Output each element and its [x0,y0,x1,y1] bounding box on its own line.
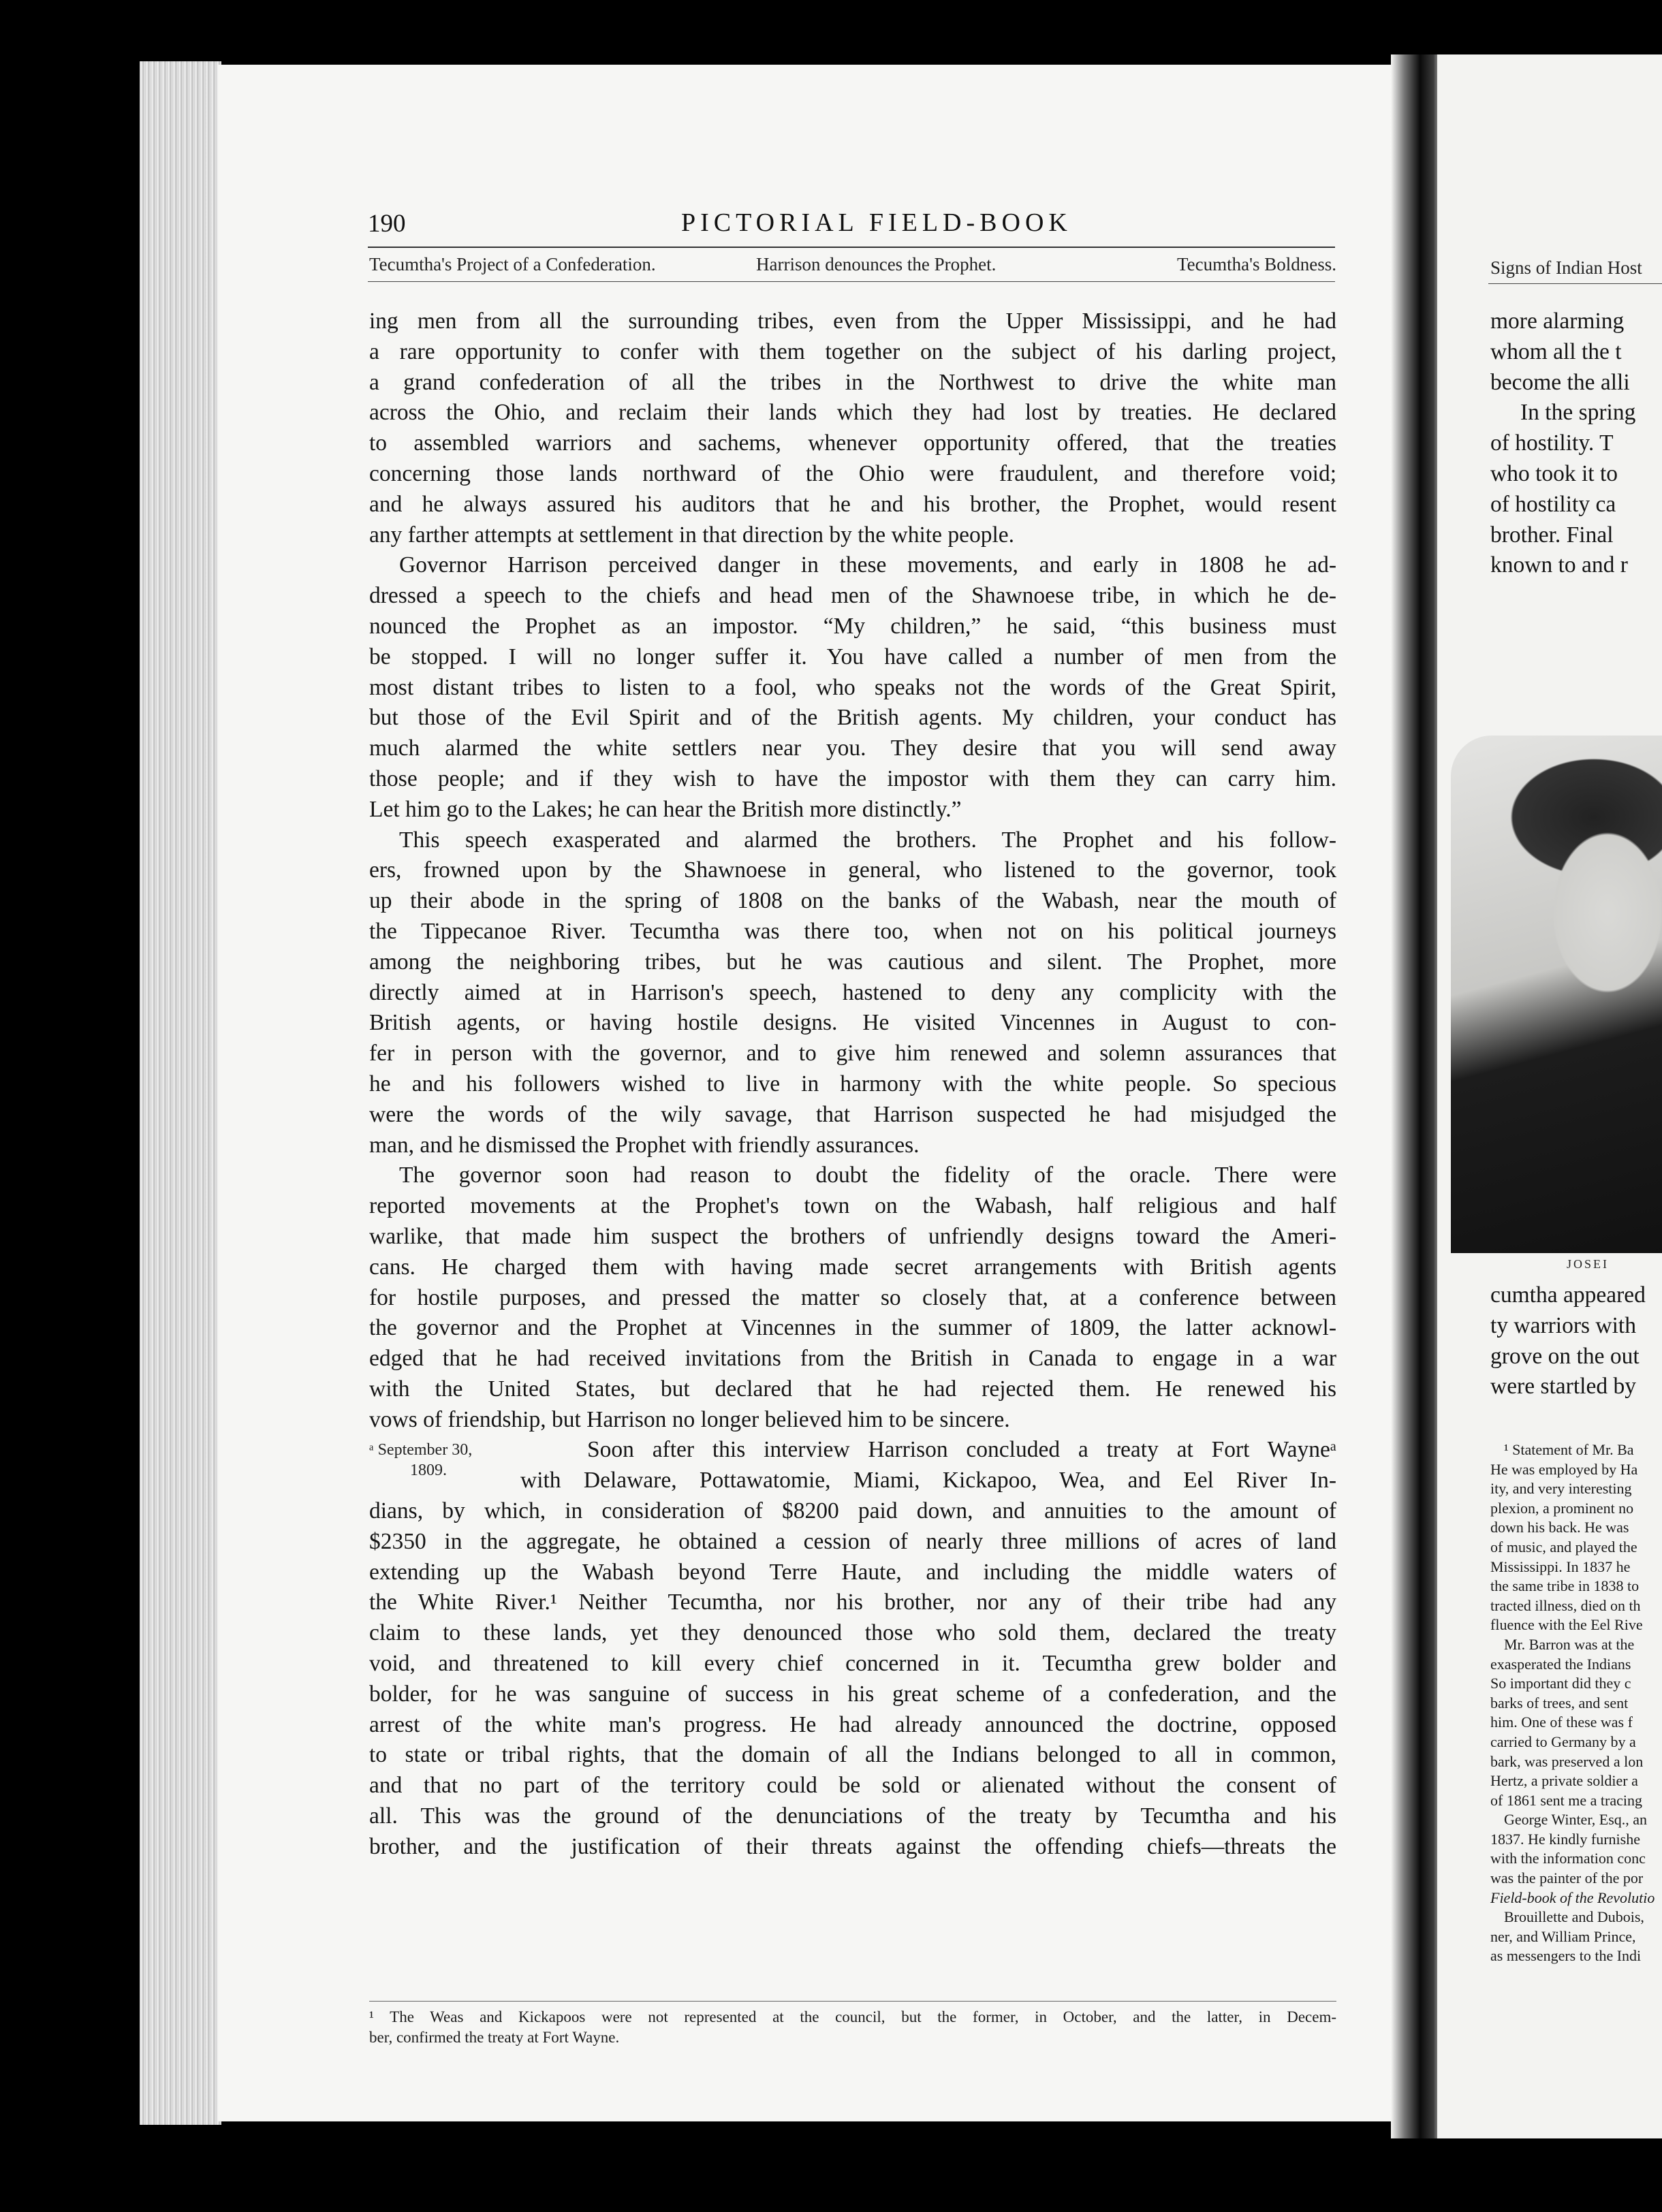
footnote-line: ¹ The Weas and Kickapoos were not represented at the council, but the former, in October, and the latter, in Decem- [369,2008,1336,2025]
text-line: extending up the Wabash beyond Terre Haute, and including the middle waters of [369,1559,1336,1585]
text-line: bolder, for he was sanguine of success in his great scheme of a confederation, and the [369,1681,1336,1707]
margin-note-line: 1809. [410,1462,447,1479]
book-gutter [1391,54,1444,2138]
note-line: of music, and played the [1490,1538,1637,1555]
text-line: Governor Harrison perceived danger in these movements, and early in 1808 he ad- [399,552,1336,578]
text-line: the governor and the Prophet at Vincennes in the summer of 1809, the latter acknowl- [369,1315,1336,1341]
text-line: nounced the Prophet as an impostor. “My children,” he said, “this business must [369,613,1336,639]
page-edges [140,61,221,2125]
margin-note-line: ᵃ September 30, [369,1441,473,1459]
note-line: Mr. Barron was at the [1504,1635,1635,1653]
portrait-engraving [1451,736,1662,1253]
note-line: down his back. He was [1490,1519,1629,1536]
note-line: bark, was preserved a lon [1490,1752,1644,1770]
text-line: the White River.¹ Neither Tecumtha, nor his brother, nor any of their tribe had any [369,1590,1336,1615]
portrait-caption: JOSEI [1567,1257,1610,1271]
note-line: Mississippi. In 1837 he [1490,1558,1631,1575]
text-line: edged that he had received invitations from the British in Canada to engage in a war [369,1346,1336,1372]
note-line: So important did they c [1490,1675,1631,1692]
text-line: man, and he dismissed the Prophet with friendly assurances. [369,1132,920,1158]
text-line: become the alli [1490,369,1630,395]
note-line: with the information conc [1490,1850,1646,1867]
text-line: $2350 in the aggregate, he obtained a cession of nearly three millions of acres of land [369,1528,1336,1554]
subhead-right: Tecumtha's Boldness. [1177,254,1336,274]
note-line: exasperated the Indians [1490,1655,1631,1673]
note-line: He was employed by Ha [1490,1460,1638,1478]
text-line: dressed a speech to the chiefs and head men of the Shawnoese tribe, in which he de- [369,583,1336,609]
text-line: In the spring [1520,400,1636,426]
subhead-center: Harrison denounces the Prophet. [756,254,997,274]
subhead-left: Tecumtha's Project of a Confederation. [369,254,656,274]
text-line: be stopped. I will no longer suffer it. You have called a number of men from the [369,644,1336,669]
text-line: were the words of the wily savage, that Harrison suspected he had misjudged the [369,1101,1336,1127]
note-line: of 1861 sent me a tracing [1490,1791,1642,1809]
text-line: up their abode in the spring of 1808 on the banks of the Wabash, near the mouth of [369,888,1336,914]
text-line: with the United States, but declared that he had rejected them. He renewed his [369,1376,1336,1402]
footnote-line: ber, confirmed the treaty at Fort Wayne. [369,2029,620,2046]
right-subhead-rule [1488,283,1662,284]
text-line: of hostility. T [1490,430,1614,456]
header-rule [368,247,1335,248]
text-line: among the neighboring tribes, but he was cautious and silent. The Prophet, more [369,949,1336,975]
text-line [369,1863,1336,1893]
right-footnotes [1490,1440,1662,1966]
subhead-rule [368,281,1335,282]
text-line: Let him go to the Lakes; he can hear the British more distinctly.” [369,796,962,822]
note-line: plexion, a prominent no [1490,1499,1634,1517]
text-line: much alarmed the white settlers near you. They desire that you will send away [369,736,1336,761]
text-line: brother. Final [1490,522,1614,548]
footnote [369,2007,1336,2048]
note-line: fluence with the Eel Rive [1490,1616,1643,1634]
note-line: barks of trees, and sent [1490,1694,1629,1711]
text-line: ing men from all the surrounding tribes, even from the Upper Mississippi, and he had [369,309,1336,334]
right-body-text-top [1490,306,1662,581]
note-line: Field-book of the Revolutio [1490,1889,1655,1906]
text-line: for hostile purposes, and pressed the matter so closely that, at a conference between [369,1284,1336,1310]
text-line: of hostility ca [1490,491,1616,517]
note-line: him. One of these was f [1490,1713,1633,1731]
text-line: The governor soon had reason to doubt the fidelity of the oracle. There were [399,1163,1336,1188]
note-line: was the painter of the por [1490,1869,1644,1887]
note-line: George Winter, Esq., an [1504,1811,1648,1829]
note-line: the same tribe in 1838 to [1490,1577,1640,1595]
text-line: vows of friendship, but Harrison no longer believed him to be sincere. [369,1406,1010,1432]
running-title: PICTORIAL FIELD-BOOK [681,208,1072,237]
text-line: and he always assured his auditors that he and his brother, the Prophet, would resent [369,491,1336,517]
text-line: and that no part of the territory could be sold or alienated without the consent of [369,1773,1336,1799]
right-page [1437,54,1662,2138]
margin-date-note [369,1440,519,1481]
text-line: to state or tribal rights, that the domain of all the Indians belonged to all in common, [369,1742,1336,1768]
page-number: 190 [368,210,406,238]
note-line: carried to Germany by a [1490,1733,1636,1750]
text-line: who took it to [1490,460,1618,486]
text-line: Soon after this interview Harrison concluded a treaty at Fort Wayneᵃ [587,1437,1336,1463]
text-line: void, and threatened to kill every chief concerned in it. Tecumtha grew bolder and [369,1651,1336,1677]
text-line: fer in person with the governor, and to give him renewed and solemn assurances that [369,1041,1336,1066]
text-line: a grand confederation of all the tribes in the Northwest to drive the white man [369,369,1336,395]
text-line: all. This was the ground of the denunciations of the treaty by Tecumtha and his [369,1803,1336,1829]
text-line: most distant tribes to listen to a fool, who speaks not the words of the Great Spirit, [369,674,1336,700]
text-line: This speech exasperated and alarmed the brothers. The Prophet and his follow- [399,827,1336,853]
note-line: ity, and very interesting [1490,1480,1632,1498]
text-line: ty warriors with [1490,1312,1636,1338]
text-line: those people; and if they wish to have the impostor with them they can carry him. [369,765,1336,791]
note-line: Hertz, a private soldier a [1490,1772,1638,1790]
note-line: tracted illness, died on th [1490,1596,1641,1614]
note-line: as messengers to the Indi [1490,1947,1642,1965]
text-line: but those of the Evil Spirit and of the British agents. My children, your conduct has [369,705,1336,731]
text-line: with Delaware, Pottawatomie, Miami, Kickapoo, Wea, and Eel River In- [520,1468,1336,1494]
text-line: cumtha appeared [1490,1282,1646,1308]
text-line: he and his followers wished to live in harmony with the white people. So specious [369,1071,1336,1096]
text-line: the Tippecanoe River. Tecumtha was there too, when not on his political journeys [369,918,1336,944]
note-line: Brouillette and Dubois, [1504,1908,1644,1926]
right-subhead: Signs of Indian Host [1490,257,1642,278]
left-page [218,65,1391,2121]
text-line: any farther attempts at settlement in that direction by the white people. [369,522,1014,548]
text-line: to assembled warriors and sachems, whenever opportunity offered, that the treaties [369,430,1336,456]
footnote-rule [369,2001,1336,2002]
text-line: known to and r [1490,552,1628,578]
right-body-text-mid [1490,1280,1662,1402]
text-line: ers, frowned upon by the Shawnoese in general, who listened to the governor, took [369,857,1336,883]
note-line: ner, and William Prince, [1490,1927,1636,1945]
text-line: British agents, or having hostile designs. He visited Vincennes in August to con- [369,1010,1336,1036]
text-line: brother, and the justification of their threats against the offending chiefs—threats the [369,1833,1336,1859]
text-line: grove on the out [1490,1343,1640,1369]
note-line: 1837. He kindly furnishe [1490,1830,1640,1848]
text-line: whom all the t [1490,338,1622,364]
text-line: arrest of the white man's progress. He had already announced the doctrine, opposed [369,1711,1336,1737]
text-line: cans. He charged them with having made secret arrangements with British agents [369,1254,1336,1280]
text-line: more alarming [1490,309,1625,334]
text-line: a rare opportunity to confer with them together on the subject of his darling project, [369,338,1336,364]
text-line: claim to these lands, yet they denounced those who sold them, declared the treaty [369,1620,1336,1646]
note-line: ¹ Statement of Mr. Ba [1504,1441,1634,1458]
text-line: directly aimed at in Harrison's speech, hastened to deny any complicity with the [369,979,1336,1005]
text-line: were startled by [1490,1374,1636,1400]
text-line: concerning those lands northward of the Ohio were fraudulent, and therefore void; [369,460,1336,486]
text-line: reported movements at the Prophet's town on the Wabash, half religious and half [369,1193,1336,1219]
body-text [369,306,1336,1893]
text-line: warlike, that made him suspect the brothers of unfriendly designs toward the Ameri- [369,1223,1336,1249]
text-line: across the Ohio, and reclaim their lands which they had lost by treaties. He declared [369,400,1336,426]
text-line: dians, by which, in consideration of $8200 paid down, and annuities to the amount of [369,1498,1336,1524]
